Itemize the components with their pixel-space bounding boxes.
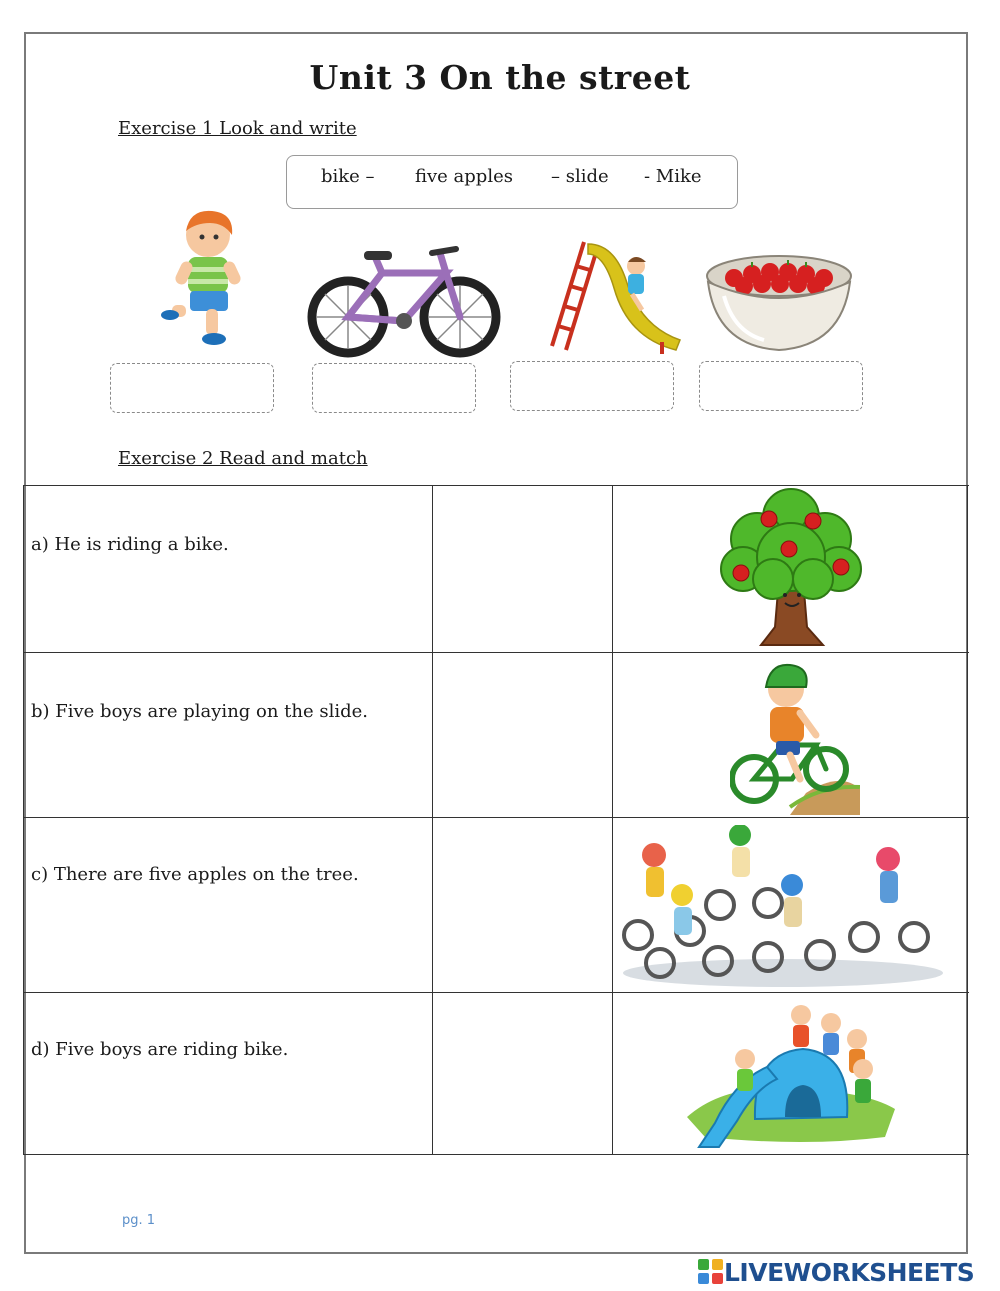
five-boys-cycling-icon[interactable] — [620, 825, 946, 989]
boy-walking-icon — [150, 205, 250, 347]
girl-on-slide-icon — [544, 234, 689, 356]
page-title: Unit 3 On the street — [309, 58, 691, 97]
boys-on-playground-slide-icon[interactable] — [685, 997, 897, 1149]
exercise1-heading: Exercise 1 Look and write — [118, 118, 357, 139]
match-sentence[interactable]: c) There are five apples on the tree. — [31, 864, 359, 885]
match-sentence[interactable]: d) Five boys are riding bike. — [31, 1039, 289, 1060]
table-border — [432, 485, 433, 1155]
answer-field-3[interactable] — [510, 361, 674, 411]
word-bank-item: - Mike — [644, 166, 702, 187]
bowl-of-apples-icon — [704, 250, 854, 356]
page-number: pg. 1 — [122, 1213, 156, 1228]
word-bank-item: – slide — [551, 166, 609, 187]
liveworksheets-logo-icon — [698, 1259, 724, 1285]
word-bank-item: five apples — [415, 166, 513, 187]
table-border — [612, 485, 613, 1155]
brand-name: LIVEWORKSHEETS — [724, 1257, 975, 1287]
answer-field-4[interactable] — [699, 361, 863, 411]
word-bank-item: bike – — [321, 166, 375, 187]
answer-field-1[interactable] — [110, 363, 274, 413]
table-border — [23, 485, 24, 1155]
match-table — [23, 485, 969, 1155]
match-sentence[interactable]: a) He is riding a bike. — [31, 534, 229, 555]
word-bank — [286, 155, 738, 209]
exercise2-heading: Exercise 2 Read and match — [118, 448, 368, 469]
brand-logo — [698, 1258, 974, 1286]
boy-riding-bike-icon[interactable] — [730, 661, 860, 815]
match-sentence[interactable]: b) Five boys are playing on the slide. — [31, 701, 369, 722]
answer-field-2[interactable] — [312, 363, 476, 413]
apple-tree-icon[interactable] — [713, 487, 868, 649]
table-border — [967, 485, 968, 1155]
bicycle-icon — [306, 243, 506, 361]
